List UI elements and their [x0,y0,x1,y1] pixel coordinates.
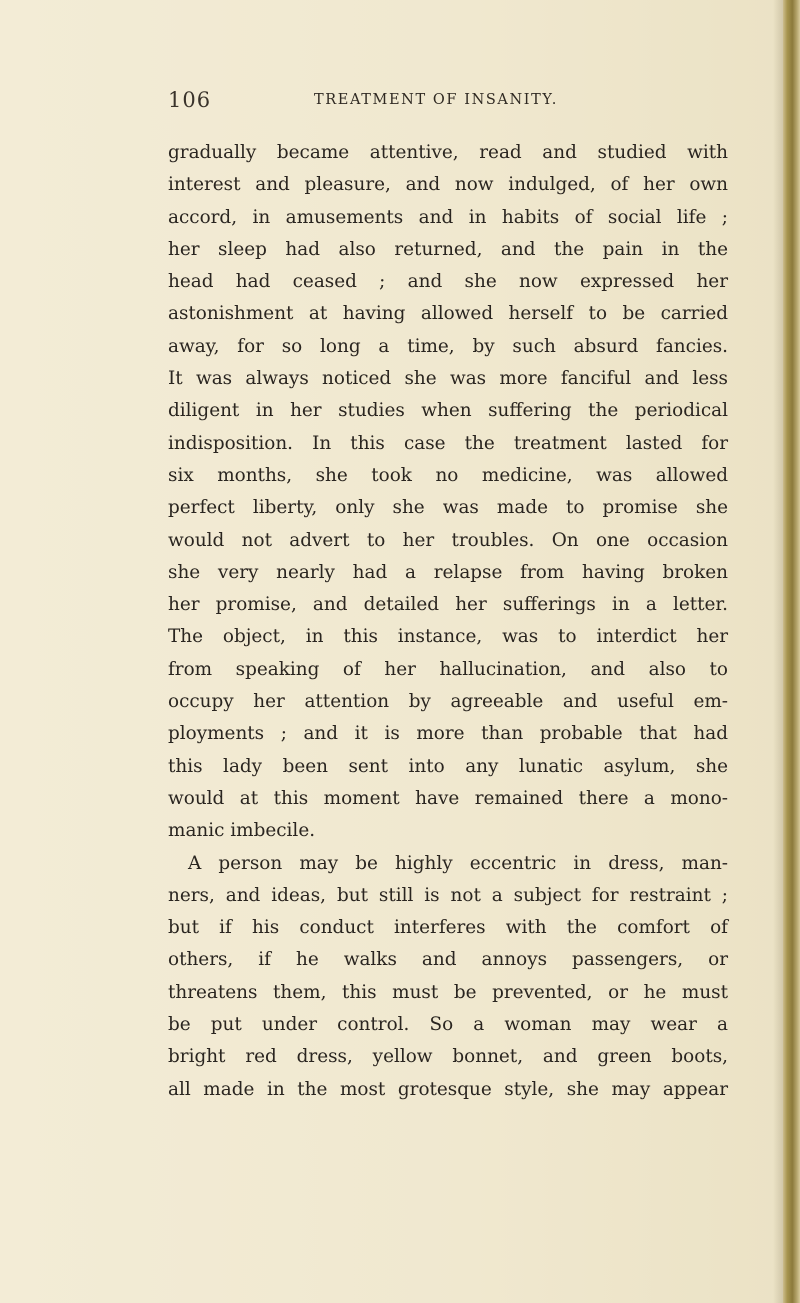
text-line: ployments ; and it is more than probable that had [168,723,728,745]
text-line: gradually became attentive, read and studied with [168,142,728,163]
text-line: this lady been sent into any lunatic asylum, she [168,755,728,777]
text-line: her promise, and detailed her sufferings in a letter. [168,594,728,616]
paragraph-start-line: A person may be highly eccentric in dress, man- [188,852,728,874]
text-line: others, if he walks and annoys passengers, or [168,949,728,971]
paragraph-end-line: manic imbecile. [168,820,316,842]
text-line: be put under control. So a woman may wear a [168,1014,728,1036]
book-binding-edge [783,0,800,1303]
text-line: would at this moment have remained there a mono- [168,787,728,809]
text-line: six months, she took no medicine, was allowed [168,464,728,486]
page-header [168,88,728,118]
text-line: astonishment at having allowed herself to be carried [168,303,728,325]
body-text [168,137,728,1106]
text-line: occupy her attention by agreeable and useful em- [168,691,728,713]
text-line: accord, in amusements and in habits of social life ; [168,206,728,228]
text-line: threatens them, this must be prevented, or he must [168,981,728,1003]
text-line: perfect liberty, only she was made to promise she [168,497,728,519]
text-line: indisposition. In this case the treatment lasted for [168,432,728,454]
text-line: would not advert to her troubles. On one occasion [168,529,728,551]
text-line: from speaking of her hallucination, and also to [168,658,728,680]
text-line: interest and pleasure, and now indulged, of her own [168,174,728,196]
page-gutter-shadow [773,0,783,1303]
text-line: The object, in this instance, was to interdict her [168,626,728,648]
text-line: she very nearly had a relapse from having broken [168,561,728,583]
text-line: diligent in her studies when suffering the periodical [168,400,728,422]
text-line: head had ceased ; and she now expressed her [168,271,728,293]
text-line: her sleep had also returned, and the pain in the [168,238,728,260]
text-line: but if his conduct interferes with the comfort of [168,917,728,939]
running-head: TREATMENT OF INSANITY. [314,92,558,108]
page-number: 106 [168,88,212,112]
text-line: bright red dress, yellow bonnet, and green boots, [168,1046,728,1068]
text-line: ners, and ideas, but still is not a subject for restraint ; [168,884,728,906]
text-line: away, for so long a time, by such absurd fancies. [168,335,728,357]
text-line: all made in the most grotesque style, she may appear [168,1078,728,1100]
text-line: It was always noticed she was more fanciful and less [168,368,728,390]
